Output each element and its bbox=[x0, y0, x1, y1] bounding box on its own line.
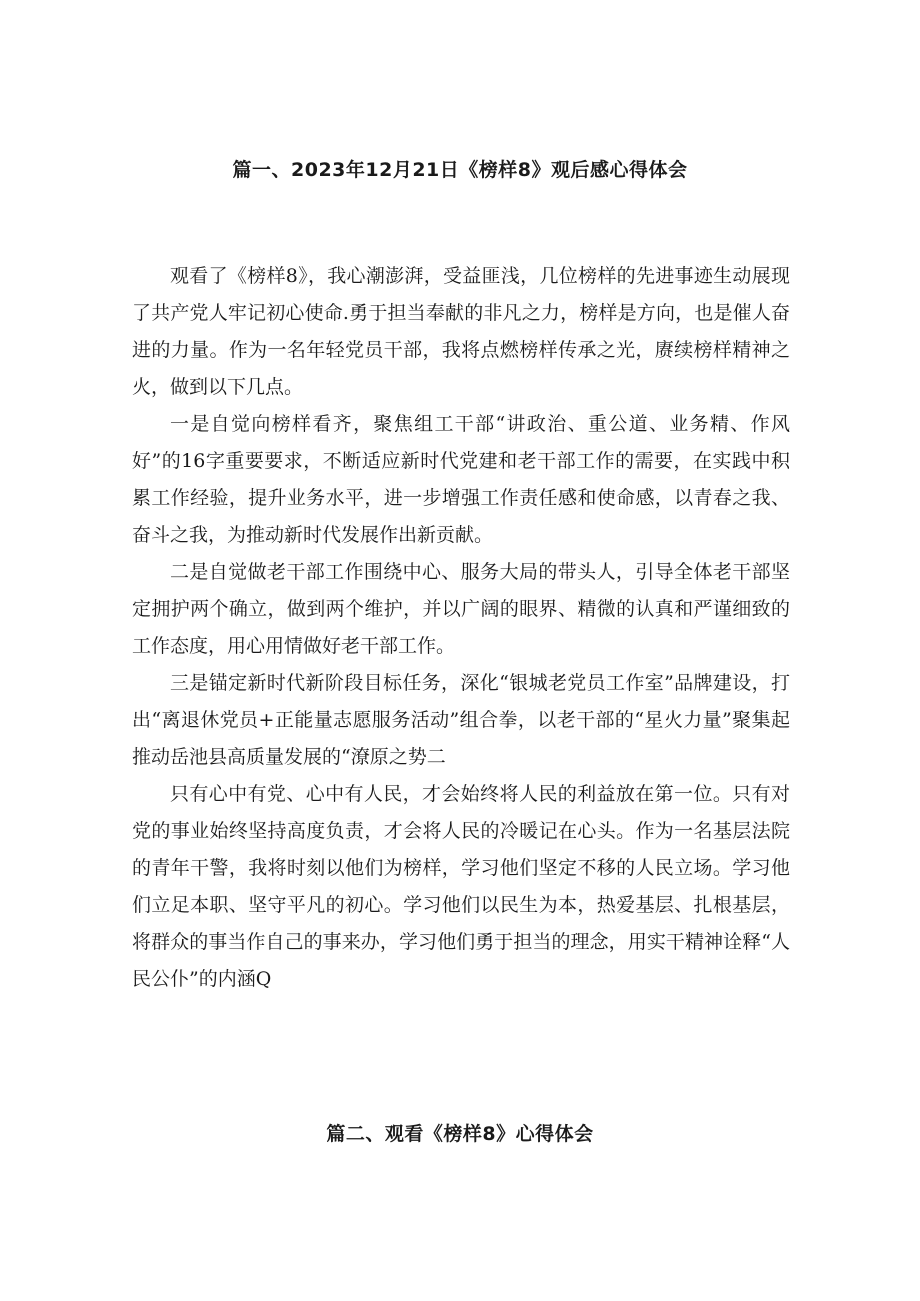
paragraph-point-3: 三是锚定新时代新阶段目标任务，深化“银城老党员工作室”品牌建设，打出“离退休党员+正能量志愿服务活动”组合拳，以老干部的“星火力量”聚集起推动岳池县高质量发展的“潦原之势二 bbox=[132, 672, 790, 768]
paragraph-point-1: 一是自觉向榜样看齐，聚焦组工干部“讲政治、重公道、业务精、作风好”的16字重要要求，不断适应新时代党建和老干部工作的需要，在实践中积累工作经验，提升业务水平，进一步增强工作责任感和使命感，以青春之我、奋斗之我，为推动新时代发展作出新贡献。 bbox=[132, 413, 790, 546]
paragraph-intro: 观看了《榜样8》，我心潮澎湃，受益匪浅，几位榜样的先进事迹生动展现了共产党人牢记初心使命.勇于担当奉献的非凡之力，榜样是方向，也是催人奋进的力量。作为一名年轻党员干部，我将点燃榜样传承之光，赓续榜样精神之火，做到以下几点。 bbox=[132, 265, 790, 398]
section-1-body bbox=[132, 258, 790, 998]
paragraph-point-2: 二是自觉做老干部工作围绕中心、服务大局的带头人，引导全体老干部坚定拥护两个确立，做到两个维护，并以广阔的眼界、精微的认真和严谨细致的工作态度，用心用情做好老干部工作。 bbox=[132, 561, 790, 657]
section-2-title: 篇二、观看《榜样8》心得体会 bbox=[326, 1123, 594, 1145]
section-1-title: 篇一、2023年12月21日《榜样8》观后感心得体会 bbox=[232, 159, 688, 181]
paragraph-conclusion: 只有心中有党、心中有人民，才会始终将人民的利益放在第一位。只有对党的事业始终坚持高度负责，才会将人民的冷暖记在心头。作为一名基层法院的青年干警，我将时刻以他们为榜样，学习他们坚定不移的人民立场。学习他们立足本职、坚守平凡的初心。学习他们以民生为本，热爱基层、扎根基层，将群众的事当作自己的事来办，学习他们勇于担当的理念，用实干精神诠释“人民公仆”的内涵Q bbox=[132, 783, 790, 990]
